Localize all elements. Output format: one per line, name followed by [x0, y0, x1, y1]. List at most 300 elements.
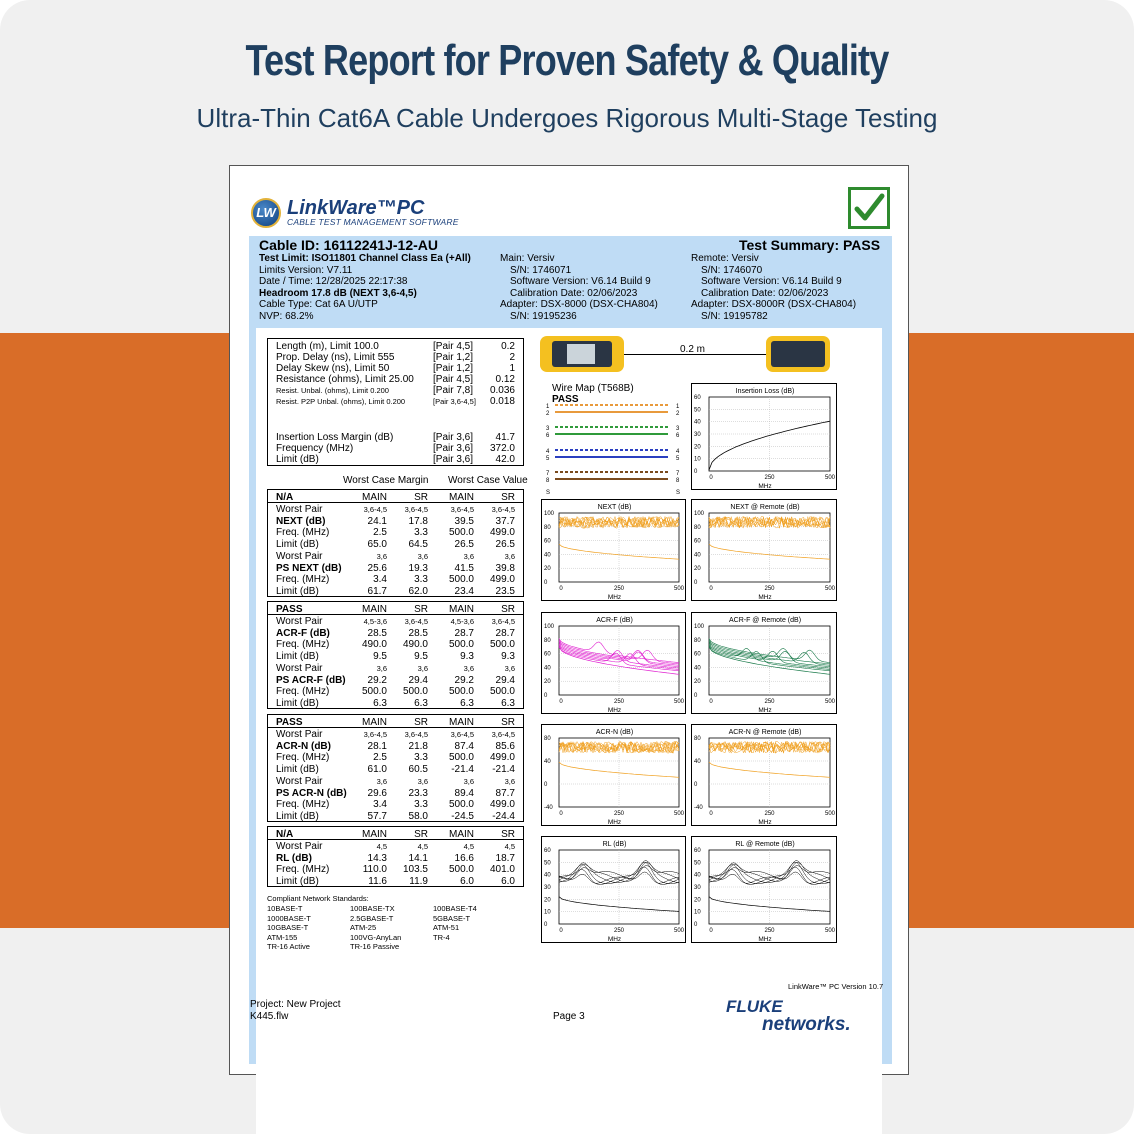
table-cell: 3.3 [414, 752, 428, 764]
section-status: PASS [276, 717, 303, 728]
table-row-label: Freq. (MHz) [276, 527, 330, 539]
measure-pair: [Pair 3,6] [433, 454, 474, 465]
logo-tagline: CABLE TEST MANAGEMENT SOFTWARE [287, 217, 459, 227]
x-tick-label: 500 [673, 928, 685, 934]
table-cell: 28.5 [408, 627, 428, 639]
table-cell: 401.0 [489, 864, 515, 876]
y-tick-label: 40 [544, 665, 551, 672]
pin-label: 3 [546, 426, 550, 432]
y-tick-label: 50 [694, 860, 701, 867]
table-cell: 3,6 [376, 551, 387, 561]
column-header: MAIN [449, 604, 474, 615]
table-cell: 490.0 [361, 639, 387, 651]
table-cell: 499.0 [489, 574, 515, 586]
project-name: Project: New Project [250, 999, 341, 1010]
table-cell: 17.8 [408, 515, 428, 527]
y-tick-label: 20 [694, 897, 701, 904]
x-tick-label: 500 [673, 699, 685, 705]
pin-label: 3 [676, 426, 680, 432]
table-cell: 9.5 [414, 651, 428, 663]
y-tick-label: 80 [544, 524, 551, 531]
table-cell: 29.6 [367, 787, 387, 799]
standard-item: ATM-25 [350, 923, 377, 932]
x-tick-label: 0 [559, 586, 563, 592]
table-cell: 3,6 [463, 776, 474, 786]
chart-8 [691, 836, 837, 943]
y-tick-label: 80 [694, 637, 701, 644]
table-cell: 3.3 [414, 799, 428, 811]
x-tick-label: 0 [709, 928, 713, 934]
x-tick-label: 500 [824, 811, 836, 817]
brand-top: FLUKE [726, 997, 783, 1016]
measure-label: Length (m), Limit 100.0 [276, 341, 379, 352]
table-cell: 21.8 [408, 740, 428, 752]
standard-item: TR-4 [433, 932, 450, 942]
x-tick-label: 0 [559, 699, 563, 705]
table-row-label: Limit (dB) [276, 651, 319, 663]
x-tick-label: 250 [613, 928, 625, 934]
x-axis-label: MHz [758, 594, 772, 601]
measure-value: 42.0 [495, 454, 515, 465]
table-cell: 6.3 [373, 697, 387, 709]
table-cell: 29.2 [454, 674, 474, 686]
standard-item: 2.5GBASE-T [350, 913, 394, 923]
table-cell: 4,5-3,6 [450, 617, 474, 626]
pin-label: 6 [676, 433, 680, 439]
table-cell: 16.6 [454, 852, 474, 864]
measure-pair: [Pair 7,8] [433, 385, 474, 396]
remote-unit-line: S/N: 19195782 [701, 310, 768, 322]
column-header: MAIN [362, 604, 387, 615]
table-cell: 6.3 [501, 697, 515, 709]
table-cell: 3,6-4,5 [491, 617, 515, 626]
x-tick-label: 250 [764, 928, 775, 934]
table-cell: 11.9 [409, 876, 428, 888]
y-tick-label: 40 [544, 759, 551, 765]
table-row-label: Worst Pair [276, 616, 323, 627]
y-tick-label: 50 [694, 407, 701, 414]
table-cell: 3,6-4,5 [363, 505, 387, 514]
x-tick-label: 0 [709, 586, 713, 592]
table-row-label: Freq. (MHz) [276, 686, 330, 698]
main-unit-line: Software Version: V6.14 Build 9 [510, 276, 651, 287]
standard-item: 100VG-AnyLan [350, 932, 402, 942]
table-cell: 23.4 [454, 585, 474, 597]
section-status: N/A [276, 492, 294, 503]
table-cell: 500.0 [402, 686, 428, 698]
shield-label: S [546, 490, 551, 496]
table-row-label: Worst Pair [276, 841, 323, 852]
remote-unit-line: Software Version: V6.14 Build 9 [701, 276, 842, 287]
y-tick-label: 40 [694, 759, 701, 765]
table-cell: 4,5 [417, 842, 428, 851]
chart-svg [542, 725, 687, 827]
pass-check-icon [848, 187, 890, 229]
y-tick-label: 20 [694, 679, 701, 686]
chart-title: ACR-N @ Remote (dB) [728, 729, 802, 736]
pair-trace [559, 867, 679, 884]
table-cell: 3,6 [504, 776, 515, 786]
table-cell: 87.4 [454, 740, 474, 752]
x-tick-label: 250 [613, 811, 625, 817]
table-cell: 3,6-4,5 [404, 730, 428, 739]
x-tick-label: 250 [764, 586, 775, 592]
table-cell: 39.5 [454, 515, 474, 527]
table-cell: 500.0 [448, 639, 474, 651]
y-tick-label: 30 [694, 432, 701, 438]
y-tick-label: 40 [544, 872, 551, 879]
y-tick-label: 80 [544, 637, 551, 644]
table-cell: 28.1 [367, 740, 387, 752]
table-cell: 500.0 [448, 574, 474, 586]
y-tick-label: 20 [694, 444, 701, 451]
header-left-line: Date / Time: 12/28/2025 22:17:38 [259, 276, 408, 287]
table-cell: 64.5 [408, 539, 428, 551]
link-length: 0.2 m [680, 344, 706, 355]
table-cell: -24.5 [451, 810, 474, 822]
y-tick-label: 10 [694, 909, 701, 916]
y-tick-label: 20 [694, 566, 701, 573]
y-tick-label: 40 [694, 872, 701, 879]
y-tick-label: 40 [694, 419, 701, 426]
table-cell: 3,6-4,5 [491, 730, 515, 739]
chart-0 [691, 383, 837, 490]
standard-item: TR-16 Active [267, 942, 310, 951]
pin-label: 7 [676, 471, 680, 477]
measure-pair: [Pair 3,6-4,5] [433, 397, 476, 406]
standard-item: 10BASE-T [267, 904, 303, 913]
standard-item: 100BASE-T4 [433, 904, 477, 913]
main-unit-line: S/N: 1746071 [510, 264, 572, 276]
table-cell: 61.0 [367, 764, 387, 776]
measure-pair: [Pair 4,5] [433, 341, 474, 352]
measure-value: 0.018 [489, 396, 515, 407]
banner-title: Test Report for Proven Safety & Quality [245, 36, 889, 85]
chart-title: Insertion Loss (dB) [735, 388, 795, 395]
table-row-label: Worst Pair [276, 775, 323, 787]
measure-label: Delay Skew (ns), Limit 50 [276, 363, 390, 374]
table-cell: 58.0 [408, 810, 428, 822]
x-axis-label: MHz [758, 819, 772, 826]
table-cell: 3.4 [373, 799, 387, 811]
table-cell: 500.0 [448, 752, 474, 764]
table-row-label: Limit (dB) [276, 876, 319, 888]
y-tick-label: 30 [694, 885, 701, 891]
x-tick-label: 250 [764, 475, 775, 481]
y-tick-label: 100 [694, 511, 705, 517]
y-tick-label: 80 [694, 736, 701, 742]
table-row-label: NEXT (dB) [276, 515, 326, 527]
table-cell: 26.5 [495, 539, 515, 551]
y-tick-label: 60 [544, 538, 551, 545]
measure-label: Frequency (MHz) [276, 443, 354, 454]
brand-bottom: networks. [762, 1014, 851, 1035]
table-row-label: Limit (dB) [276, 585, 319, 597]
table-cell: 89.4 [454, 787, 474, 799]
table-cell: 500.0 [489, 639, 515, 651]
x-axis-label: MHz [758, 936, 772, 943]
table-row-label: Limit (dB) [276, 539, 319, 551]
table-cell: 500.0 [489, 686, 515, 698]
x-axis-label: MHz [607, 819, 622, 826]
table-cell: 14.3 [367, 852, 387, 864]
cable-id: Cable ID: 16112241J-12-AU [259, 237, 438, 253]
header-left-line: Headroom 17.8 dB (NEXT 3,6-4,5) [259, 287, 417, 299]
measure-pair: [Pair 1,2] [433, 363, 474, 374]
measure-pair: [Pair 3,6] [433, 432, 474, 443]
wiremap-status: PASS [552, 394, 579, 405]
measure-value: 0.2 [501, 341, 515, 352]
table-row-label: Freq. (MHz) [276, 574, 330, 586]
standard-item: 100BASE-TX [350, 904, 395, 913]
column-header: SR [414, 492, 428, 503]
pin-label: 6 [546, 433, 550, 439]
y-tick-label: 0 [694, 782, 698, 788]
table-cell: 3,6 [376, 776, 387, 786]
lw-badge-icon: LW [251, 198, 281, 228]
table-cell: 3,6-4,5 [404, 505, 428, 514]
chart-title: NEXT (dB) [597, 504, 632, 511]
table-cell: 61.7 [367, 585, 387, 597]
table-cell: 3.4 [373, 574, 387, 586]
measure-label: Resist. P2P Unbal. (ohms), Limit 0.200 [276, 397, 406, 406]
column-header: MAIN [362, 492, 387, 503]
table-cell: 29.2 [367, 674, 387, 686]
table-cell: 23.5 [495, 585, 515, 597]
section-status: N/A [276, 829, 294, 840]
x-tick-label: 0 [559, 811, 563, 817]
table-cell: 499.0 [489, 527, 515, 539]
y-tick-label: 80 [694, 524, 701, 531]
table-cell: 3,6-4,5 [450, 730, 474, 739]
y-tick-label: 10 [544, 909, 551, 916]
table-cell: 24.1 [367, 515, 387, 527]
table-cell: 65.0 [367, 539, 387, 551]
pin-label: 8 [546, 478, 550, 484]
table-cell: 85.6 [495, 740, 515, 752]
table-cell: 18.7 [495, 852, 515, 864]
worst-value-header: Worst Case Value [448, 475, 528, 486]
table-cell: 3,6 [417, 663, 428, 673]
x-tick-label: 250 [613, 699, 625, 705]
measure-label: Resist. Unbal. (ohms), Limit 0.200 [276, 386, 389, 395]
x-tick-label: 250 [764, 811, 775, 817]
chart-svg [692, 725, 838, 827]
chart-title: ACR-N (dB) [595, 729, 634, 736]
standard-item: 5GBASE-T [433, 913, 471, 923]
chart-svg [692, 837, 838, 944]
column-header: MAIN [449, 717, 474, 728]
x-axis-label: MHz [758, 707, 772, 714]
table-cell: 23.3 [408, 787, 428, 799]
table-cell: 37.7 [495, 515, 515, 527]
table-cell: 9.3 [501, 651, 515, 663]
remote-unit-line: Remote: Versiv [691, 253, 759, 264]
remote-unit-line: Adapter: DSX-8000R (DSX-CHA804) [691, 299, 857, 310]
y-tick-label: 30 [544, 885, 551, 891]
table-row-label: Freq. (MHz) [276, 799, 330, 811]
banner-subtitle: Ultra-Thin Cat6A Cable Undergoes Rigorous Multi-Stage Testing [196, 103, 938, 133]
table-cell: 87.7 [495, 787, 515, 799]
table-cell: 9.5 [373, 651, 387, 663]
table-cell: 103.5 [402, 864, 428, 876]
main-unit-line: Main: Versiv [500, 253, 555, 264]
header-left-line: NVP: 68.2% [259, 310, 314, 322]
table-cell: 6.3 [460, 697, 474, 709]
table-row-label: RL (dB) [276, 852, 312, 864]
chart-svg [692, 613, 838, 715]
table-cell: 9.3 [460, 651, 474, 663]
column-header: MAIN [362, 829, 387, 840]
chart-6 [691, 724, 837, 826]
table-cell: -21.4 [451, 764, 474, 776]
x-tick-label: 500 [824, 699, 836, 705]
table-cell: 3.3 [414, 527, 428, 539]
chart-3 [541, 612, 686, 714]
table-cell: 3,6 [376, 663, 387, 673]
table-cell: 39.8 [495, 562, 515, 574]
test-summary: Test Summary: PASS [739, 237, 881, 253]
column-header: MAIN [449, 492, 474, 503]
measure-value: 1 [509, 363, 515, 374]
remote-tester-icon [766, 336, 830, 372]
pin-label: 5 [546, 456, 550, 462]
x-tick-label: 250 [764, 699, 775, 705]
measure-pair: [Pair 1,2] [433, 352, 474, 363]
table-cell: 110.0 [362, 864, 387, 876]
y-tick-label: 0 [694, 693, 698, 699]
y-tick-label: 0 [544, 693, 548, 699]
table-cell: 26.5 [454, 539, 474, 551]
table-cell: 500.0 [448, 799, 474, 811]
table-cell: 500.0 [448, 864, 474, 876]
table-cell: 28.7 [495, 627, 515, 639]
x-tick-label: 0 [709, 475, 713, 481]
chart-5 [541, 724, 686, 826]
y-tick-label: 0 [544, 782, 548, 788]
x-tick-label: 500 [673, 586, 685, 592]
pin-label: 5 [676, 456, 680, 462]
table-cell: 3,6-4,5 [491, 505, 515, 514]
table-cell: 19.3 [408, 562, 428, 574]
y-tick-label: 100 [544, 511, 555, 517]
column-header: SR [414, 717, 428, 728]
chart-svg [692, 384, 838, 491]
table-cell: 4,5-3,6 [363, 617, 387, 626]
table-cell: -21.4 [492, 764, 515, 776]
pin-label: 2 [546, 411, 550, 417]
y-tick-label: 80 [544, 736, 551, 742]
chart-4 [691, 612, 837, 714]
y-tick-label: 60 [694, 651, 701, 658]
main-unit-line: S/N: 19195236 [510, 310, 577, 322]
y-tick-label: 0 [694, 922, 698, 928]
table-cell: 62.0 [408, 585, 428, 597]
page-number: Page 3 [553, 1011, 585, 1022]
table-row-label: Freq. (MHz) [276, 752, 330, 764]
table-row-label: Worst Pair [276, 550, 323, 562]
table-cell: 6.3 [414, 697, 428, 709]
pin-label: 7 [546, 471, 550, 477]
column-header: SR [501, 492, 515, 503]
table-cell: 490.0 [402, 639, 428, 651]
chart-title: ACR-F (dB) [596, 617, 633, 624]
logo-name: LinkWare™PC [287, 197, 425, 219]
pin-label: 4 [546, 449, 550, 455]
table-cell: 4,5 [376, 842, 387, 851]
section-status: PASS [276, 604, 303, 615]
measure-value: 41.7 [495, 432, 515, 443]
table-cell: 3,6 [463, 551, 474, 561]
measure-value: 2 [509, 352, 515, 363]
table-row-label: Freq. (MHz) [276, 864, 330, 876]
column-header: MAIN [362, 717, 387, 728]
column-header: MAIN [449, 829, 474, 840]
standard-item: ATM-51 [433, 923, 460, 932]
measure-label: Limit (dB) [276, 454, 319, 465]
x-tick-label: 500 [824, 586, 836, 592]
measure-value: 372.0 [489, 443, 515, 454]
table-row-label: Worst Pair [276, 662, 323, 674]
main-unit-line: Calibration Date: 02/06/2023 [510, 287, 638, 299]
column-header: SR [501, 717, 515, 728]
chart-svg [542, 613, 687, 715]
table-cell: -24.4 [492, 810, 515, 822]
y-tick-label: 20 [544, 566, 551, 573]
chart-svg [542, 500, 687, 602]
y-tick-label: 60 [694, 848, 701, 854]
standard-item: ATM-155 [267, 932, 298, 942]
x-axis-label: MHz [607, 936, 622, 943]
wiremap-title: Wire Map (T568B) [552, 383, 634, 394]
y-tick-label: 0 [694, 580, 698, 586]
y-tick-label: 40 [694, 665, 701, 672]
chart-title: ACR-F @ Remote (dB) [728, 617, 802, 624]
table-row-label: ACR-F (dB) [276, 627, 330, 639]
header-left-line: Cable Type: Cat 6A U/UTP [259, 299, 378, 310]
table-cell: 3,6 [417, 551, 428, 561]
chart-svg [542, 837, 687, 944]
table-cell: 3.3 [414, 574, 428, 586]
measure-label: Insertion Loss Margin (dB) [276, 432, 394, 443]
table-cell: 2.5 [373, 527, 387, 539]
x-axis-label: MHz [607, 594, 622, 601]
y-tick-label: 10 [694, 456, 701, 463]
chart-2 [691, 499, 837, 601]
y-tick-label: 100 [544, 624, 555, 630]
table-cell: 14.1 [408, 852, 428, 864]
table-cell: 29.4 [495, 674, 515, 686]
table-cell: 3,6 [417, 776, 428, 786]
standard-item: 1000BASE-T [267, 913, 311, 923]
measure-pair: [Pair 3,6] [433, 443, 474, 454]
table-row-label: PS ACR-N (dB) [276, 787, 347, 799]
y-tick-label: 60 [694, 538, 701, 545]
x-tick-label: 500 [824, 928, 836, 934]
x-tick-label: 0 [709, 699, 713, 705]
column-header: SR [414, 829, 428, 840]
y-tick-label: 60 [694, 395, 701, 401]
y-tick-label: 60 [544, 651, 551, 658]
x-tick-label: 250 [613, 586, 625, 592]
table-row-label: Limit (dB) [276, 764, 319, 776]
table-cell: 25.6 [367, 562, 387, 574]
header-left-line: Limits Version: V7.11 [259, 264, 353, 276]
fluke-networks-logo [726, 998, 851, 1034]
y-tick-label: 0 [694, 469, 698, 475]
shield-label: S [676, 490, 681, 496]
column-header: SR [501, 604, 515, 615]
